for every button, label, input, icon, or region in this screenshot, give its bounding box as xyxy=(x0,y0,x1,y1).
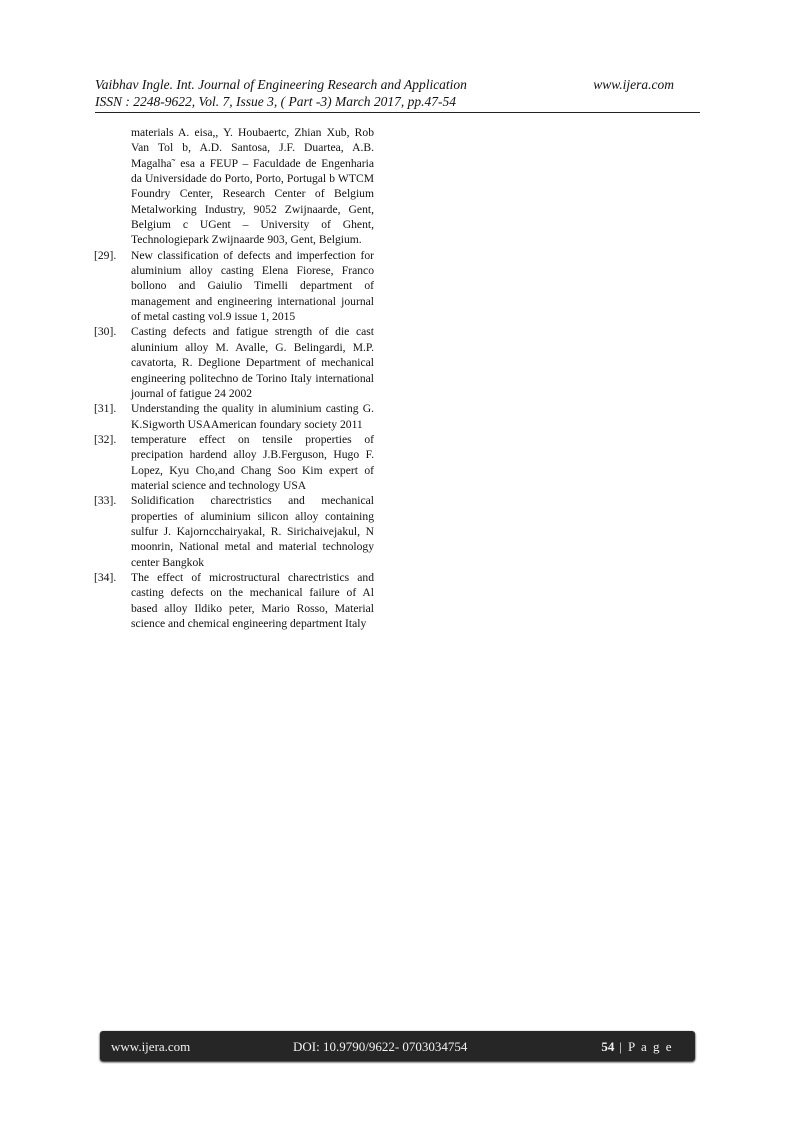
footer-page-indicator xyxy=(601,1039,673,1055)
header-journal-title: Vaibhav Ingle. Int. Journal of Engineering Research and Application xyxy=(95,77,467,92)
footer-page-number: 54 xyxy=(601,1039,615,1054)
reference-text: The effect of microstructural charectristics and casting defects on the mechanical failure of Al based alloy Ildiko peter, Mario Rosso, Material science and chemical engineering department Italy xyxy=(131,570,374,630)
reference-item xyxy=(94,248,374,325)
footer-doi: DOI: 10.9790/9622- 0703034754 xyxy=(293,1039,468,1054)
reference-item xyxy=(94,432,374,493)
page-header xyxy=(95,76,700,110)
reference-number: [30]. xyxy=(94,325,117,339)
reference-continuation xyxy=(94,125,374,248)
reference-text: Understanding the quality in aluminium casting G. K.Sigworth USAAmerican foundary society 2011 xyxy=(131,402,374,431)
reference-item xyxy=(94,493,374,570)
reference-list xyxy=(94,125,374,631)
reference-item xyxy=(94,570,374,631)
header-issn: ISSN : 2248-9622, Vol. 7, Issue 3, ( Part -3) March 2017, pp.47-54 xyxy=(95,94,456,109)
reference-number: [31]. xyxy=(94,402,117,416)
page-footer xyxy=(100,1031,695,1061)
header-divider xyxy=(95,112,700,113)
reference-text: materials A. eisa,, Y. Houbaertc, Zhian Xub, Rob Van Tol b, A.D. Santosa, J.F. Duartea, A.B. Magalha˜ esa a FEUP – Faculdade de Engenharia da Universidade do Porto, Porto, Portugal b WTCM Foundry Center, Research Center of Belgium Metalworking Industry, 9052 Zwijnaarde, Gent, Belgium c UGent – University of Ghent, Technologiepark Zwijnaarde 903, Gent, Belgium. xyxy=(131,126,374,247)
reference-item xyxy=(94,324,374,401)
footer-page-label: | P a g e xyxy=(614,1039,673,1054)
reference-number: [34]. xyxy=(94,570,117,584)
reference-item xyxy=(94,401,374,432)
reference-text: Casting defects and fatigue strength of die cast aluninium alloy M. Avalle, G. Belingardi, M.P. cavatorta, R. Deglione Department of mechanical engineering politechno de Torino Italy international journal of fatigue 24 2002 xyxy=(131,325,374,400)
reference-number: [29]. xyxy=(94,248,117,262)
reference-number: [32]. xyxy=(94,432,117,446)
reference-text: New classification of defects and imperfection for aluminium alloy casting Elena Fiorese, Franco bollono and Gaiulio Timelli department of management and engineering international journal of metal casting vol.9 issue 1, 2015 xyxy=(131,248,374,324)
reference-text: Solidification charectristics and mechanical properties of aluminium silicon alloy containing sulfur J. Kajorncchairyakal, R. Sirichaivejakul, N moonrin, National metal and material technology center Bangkok xyxy=(131,494,374,569)
reference-text: temperature effect on tensile properties of precipation hardend alloy J.B.Ferguson, Hugo F. Lopez, Kyu Cho,and Chang Soo Kim expert of material science and technology USA xyxy=(131,432,374,492)
footer-url[interactable]: www.ijera.com xyxy=(111,1039,191,1054)
header-url[interactable]: www.ijera.com xyxy=(593,77,674,92)
reference-number: [33]. xyxy=(94,494,117,508)
